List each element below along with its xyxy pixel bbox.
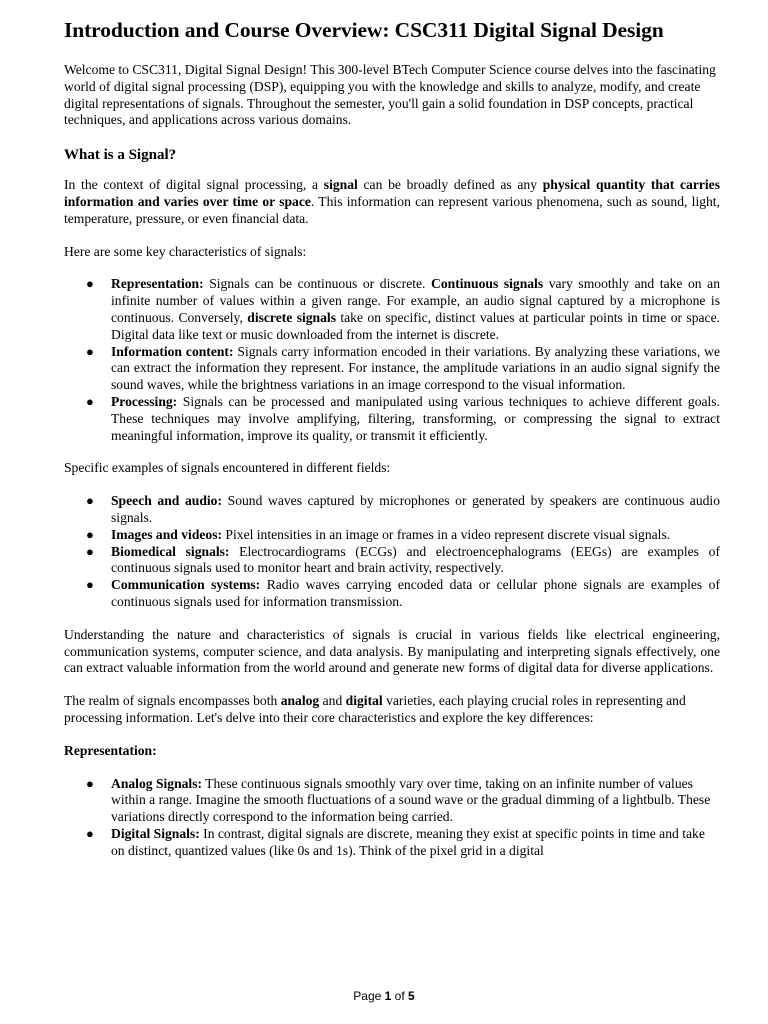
list-item: ● Processing: Signals can be processed and manipulated using various techniques to achieve different goals. These techniques may involve amplifying, filtering, transforming, or compressing the signal to extract meaningful information, improve its quality, or transmit it efficiently. — [86, 393, 720, 443]
characteristics-list — [64, 276, 720, 444]
list-item: ● Analog Signals: These continuous signals smoothly vary over time, taking on an infinite number of values within a range. Imagine the smooth fluctuations of a sound wave or the gradual dimming of a lightbulb. These variations directly correspond to the information being carried. — [86, 775, 711, 825]
bullet-icon: ● — [86, 825, 94, 841]
bullet-icon: ● — [86, 276, 94, 292]
list-item: ● Information content: Signals carry information encoded in their variations. By analyzing these variations, we can extract the information they represent. For instance, the amplitude variations in an audio signal signify the sound waves, while the brightness variations in an image correspond to the visual information. — [86, 343, 720, 393]
page-title: Introduction and Course Overview: CSC311 Digital Signal Design — [64, 18, 664, 42]
characteristics-intro: Here are some key characteristics of signals: — [64, 243, 307, 259]
understanding-paragraph: Understanding the nature and characteristics of signals is crucial in various fields like electrical engineering, communication systems, computer science, and data analysis. By manipulating and interpreting signals effectively, one can extract valuable information from the world around and generate new forms of digital data for diverse applications. — [64, 626, 720, 676]
page-footer: Page 1 of 5 — [353, 989, 415, 1003]
list-item: ● Speech and audio: Sound waves captured by microphones or generated by speakers are continuous audio signals. — [86, 493, 721, 525]
examples-intro: Specific examples of signals encountered in different fields: — [64, 460, 391, 476]
current-page-number: 1 — [384, 989, 392, 1003]
list-item: ● Images and videos: Pixel intensities in an image or frames in a video represent discrete visual signals. — [86, 526, 671, 542]
representation-list — [64, 776, 720, 860]
total-page-count: 5 — [408, 989, 415, 1003]
bullet-icon: ● — [86, 393, 94, 409]
bullet-icon: ● — [86, 493, 94, 509]
bullet-icon: ● — [86, 343, 94, 359]
signal-definition-paragraph: In the context of digital signal processing, a signal can be broadly defined as any physical quantity that carries information and varies over time or space. This information can represent various phenomena, such as sound, light, temperature, pressure, or even financial data. — [64, 177, 720, 226]
section-heading-what-is-signal: What is a Signal? — [64, 147, 177, 164]
examples-list — [64, 493, 720, 611]
list-item: ● Representation: Signals can be continuous or discrete. Continuous signals vary smoothly and take on an infinite number of values within a given range. For example, an audio signal captured by a microphone is continuous. Conversely, discrete signals take on specific, distinct values at particular points in time or space. Digital data like text or music downloaded from the internet is discrete. — [86, 276, 720, 342]
bullet-icon: ● — [86, 775, 94, 791]
bullet-icon: ● — [86, 526, 94, 542]
representation-heading: Representation: — [64, 742, 157, 758]
analog-digital-paragraph: The realm of signals encompasses both analog and digital varieties, each playing crucial roles in representing and processing information. Let's delve into their core characteristics and explore the key differences: — [64, 693, 686, 725]
intro-paragraph: Welcome to CSC311, Digital Signal Design! This 300-level BTech Computer Science course delves into the fascinating world of digital signal processing (DSP), equipping you with the knowledge and skills to analyze, modify, and create digital representations of signals. Throughout the semester, you'll gain a solid foundation in DSP concepts, practical techniques, and applications across various domains. — [64, 62, 716, 128]
bullet-icon: ● — [86, 577, 94, 593]
bullet-icon: ● — [86, 543, 94, 559]
list-item: ● Communication systems: Radio waves carrying encoded data or cellular phone signals are examples of continuous signals used for information transmission. — [86, 577, 720, 609]
list-item: ● Digital Signals: In contrast, digital signals are discrete, meaning they exist at specific points in time and take on distinct, quantized values (like 0s and 1s). Think of the pixel grid in a digital — [86, 825, 705, 858]
list-item: ● Biomedical signals: Electrocardiograms (ECGs) and electroencephalograms (EEGs) are examples of continuous signals used to monitor heart and brain activity, respectively. — [86, 543, 720, 576]
